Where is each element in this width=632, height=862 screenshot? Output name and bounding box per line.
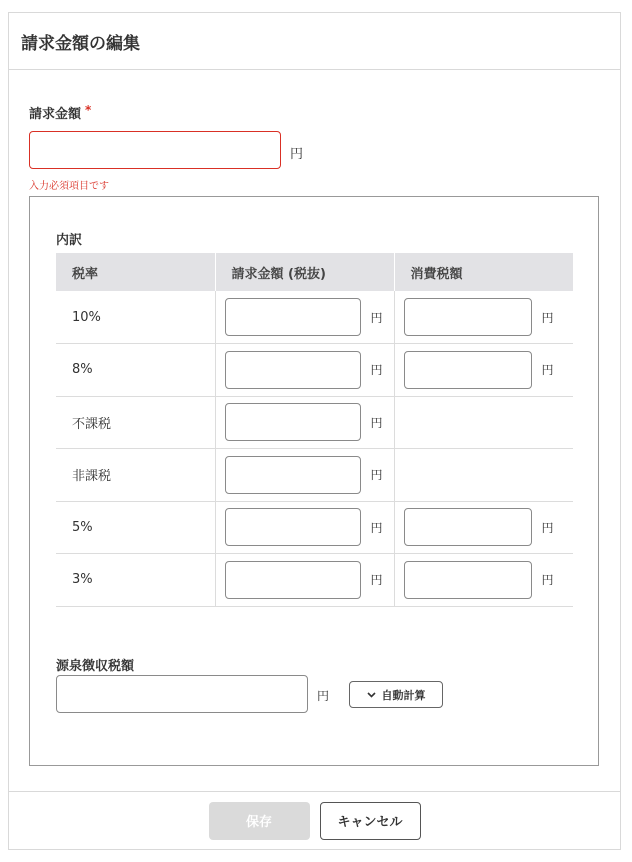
dialog-title: 請求金額の編集 bbox=[21, 33, 140, 54]
tax-5-input[interactable] bbox=[404, 508, 532, 546]
dialog-footer bbox=[9, 791, 620, 849]
amount-input[interactable] bbox=[29, 131, 281, 169]
amount-label-text: 請求金額 bbox=[29, 107, 82, 122]
header-amount: 請求金額 (税抜) bbox=[215, 253, 394, 291]
amount-unit: 円 bbox=[370, 468, 383, 483]
dialog-header bbox=[9, 13, 620, 70]
amount-unit: 円 bbox=[370, 573, 383, 588]
rate-cell: 不課税 bbox=[56, 396, 215, 449]
rate-cell: 3% bbox=[56, 554, 215, 607]
withholding-unit: 円 bbox=[317, 689, 330, 703]
tax-empty-cell bbox=[394, 449, 573, 502]
required-mark: * bbox=[85, 103, 92, 117]
withholding-label: 源泉徴収税額 bbox=[56, 659, 135, 674]
amount-unit: 円 bbox=[370, 363, 383, 378]
withholding-input[interactable] bbox=[56, 675, 308, 713]
header-tax: 消費税額 bbox=[394, 253, 573, 291]
amount-unit: 円 bbox=[370, 520, 383, 535]
amount-10-input[interactable] bbox=[225, 298, 361, 336]
table-row bbox=[56, 501, 573, 554]
cancel-button[interactable]: キャンセル bbox=[320, 802, 421, 840]
amount-unit: 円 bbox=[370, 310, 383, 325]
tax-8-input[interactable] bbox=[404, 351, 532, 389]
amount-8-input[interactable] bbox=[225, 351, 361, 389]
breakdown-title: 内訳 bbox=[56, 233, 83, 248]
save-button[interactable]: 保存 bbox=[209, 802, 310, 840]
amount-error-message: 入力必須項目です bbox=[29, 181, 109, 192]
table-row bbox=[56, 554, 573, 607]
tax-unit: 円 bbox=[541, 573, 554, 588]
tax-3-input[interactable] bbox=[404, 561, 532, 599]
breakdown-table bbox=[56, 253, 573, 607]
rate-cell: 10% bbox=[56, 291, 215, 344]
table-row bbox=[56, 344, 573, 397]
amount-unit: 円 bbox=[370, 415, 383, 430]
breakdown-header-row bbox=[56, 253, 573, 291]
table-row bbox=[56, 396, 573, 449]
auto-calc-button[interactable] bbox=[349, 681, 443, 708]
rate-cell: 非課税 bbox=[56, 449, 215, 502]
amount-5-input[interactable] bbox=[225, 508, 361, 546]
amount-3-input[interactable] bbox=[225, 561, 361, 599]
rate-cell: 5% bbox=[56, 501, 215, 554]
rate-cell: 8% bbox=[56, 344, 215, 397]
auto-calc-label: 自動計算 bbox=[381, 689, 426, 702]
chevron-down-icon bbox=[367, 690, 376, 700]
tax-unit: 円 bbox=[541, 363, 554, 378]
amount-unit: 円 bbox=[290, 147, 304, 162]
amount-label bbox=[29, 103, 91, 122]
breakdown-panel bbox=[29, 196, 599, 766]
edit-amount-dialog bbox=[8, 12, 621, 850]
tax-unit: 円 bbox=[541, 520, 554, 535]
amount-tax-exempt-input[interactable] bbox=[225, 456, 361, 494]
table-row bbox=[56, 449, 573, 502]
table-row bbox=[56, 291, 573, 344]
amount-non-taxable-input[interactable] bbox=[225, 403, 361, 441]
tax-unit: 円 bbox=[541, 310, 554, 325]
tax-10-input[interactable] bbox=[404, 298, 532, 336]
tax-empty-cell bbox=[394, 396, 573, 449]
header-rate: 税率 bbox=[56, 253, 215, 291]
